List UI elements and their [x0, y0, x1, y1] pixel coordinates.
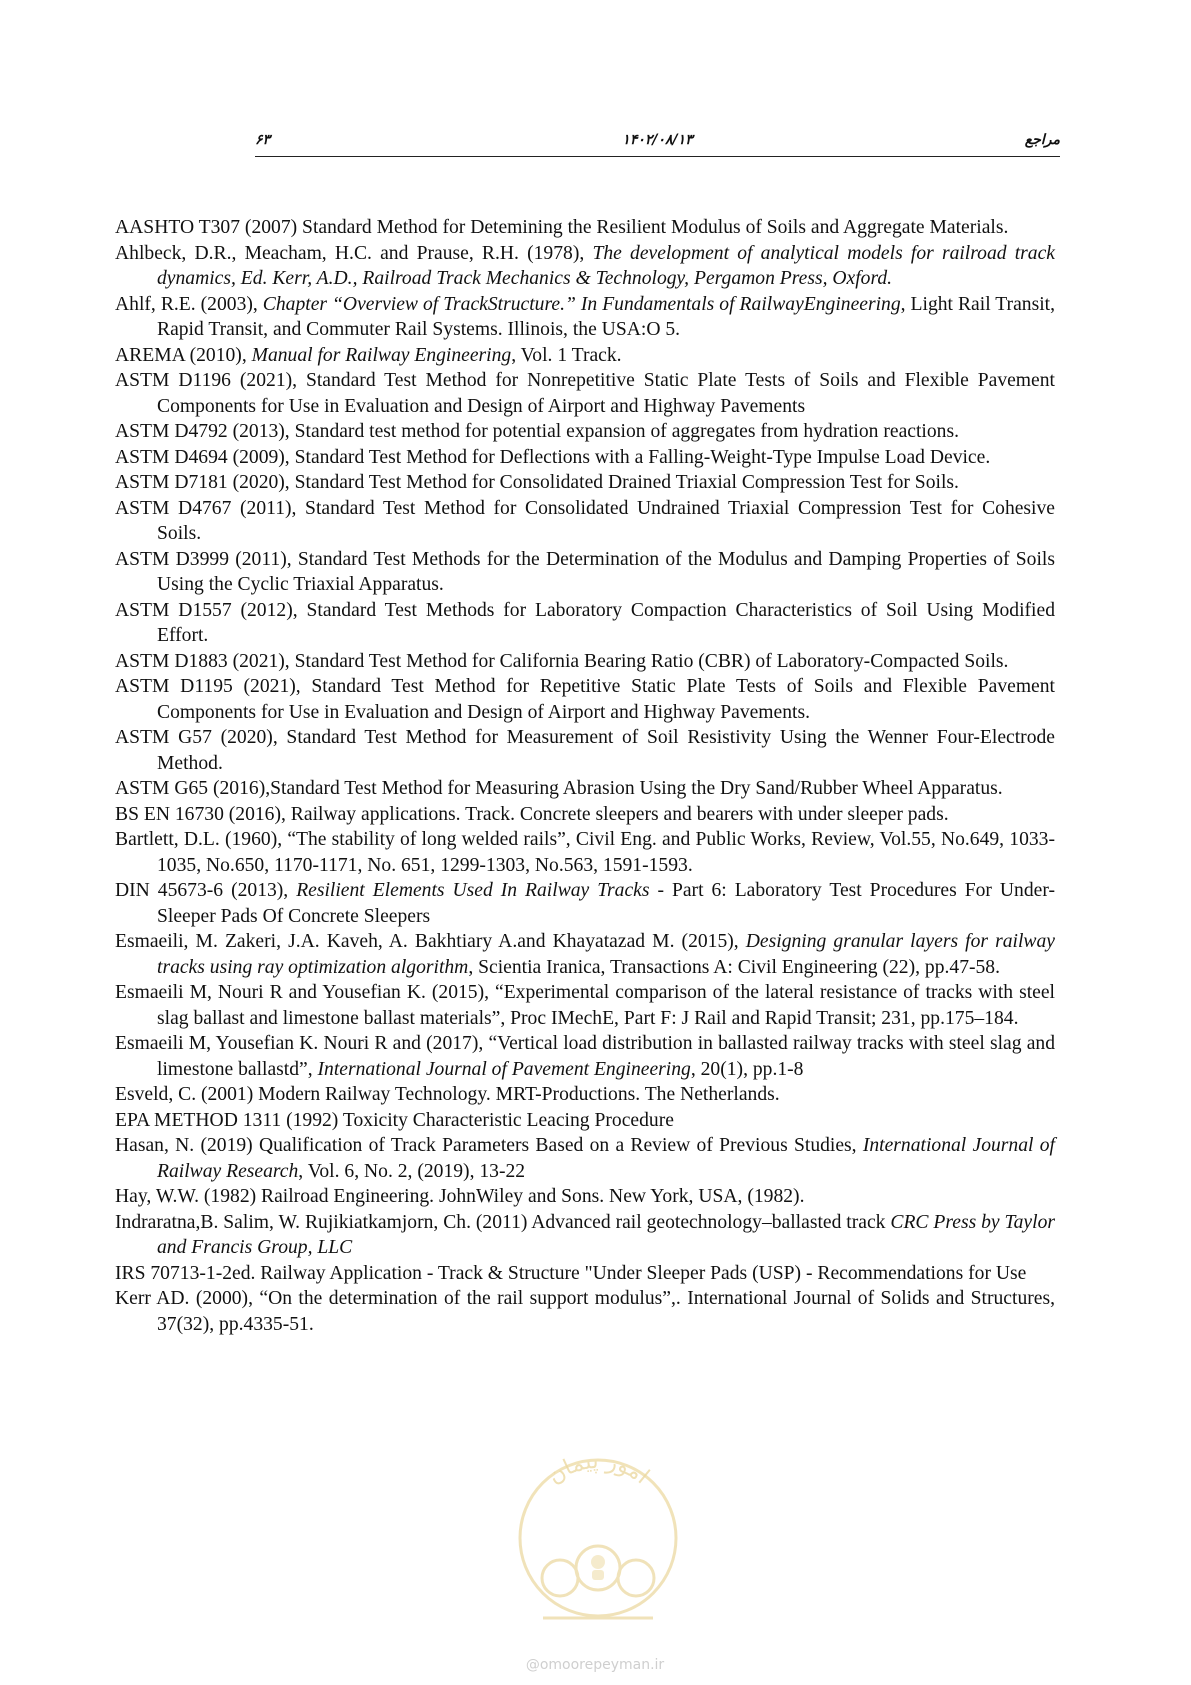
svg-text:امور پیمان	[543, 1449, 653, 1489]
reference-item	[115, 1031, 1055, 1082]
page-number: ۶۳	[255, 132, 271, 148]
reference-text: , Vol. 6, No. 2, (2019), 13-22	[298, 1160, 526, 1182]
reference-item	[115, 445, 1055, 471]
reference-italic-text: International Journal of Pavement Engineering	[317, 1058, 691, 1080]
reference-italic-text: The development of analytical models for railroad track dynamics, Ed. Kerr, A.D., Railroad Track Mechanics & Technology, Pergamon Press, Oxford.	[157, 242, 1055, 289]
reference-item	[115, 419, 1055, 445]
reference-text: - Part 6: Laboratory Test Procedures For Under-Sleeper Pads Of Concrete Sleepers	[157, 880, 1055, 927]
reference-text: , 20(1), pp.1-8	[690, 1058, 804, 1080]
reference-text: BS EN 16730 (2016), Railway applications. Track. Concrete sleepers and bearers with under sleeper pads.	[115, 803, 949, 825]
reference-text: ASTM D1195 (2021), Standard Test Method for Repetitive Static Plate Tests of Soils and Flexible Pavement Components for Use in Evaluation and Design of Airport and Highway Pavements.	[115, 676, 1055, 723]
reference-text: Esveld, C. (2001) Modern Railway Technology. MRT-Productions. The Netherlands.	[115, 1084, 780, 1105]
reference-text: ASTM D7181 (2020), Standard Test Method for Consolidated Drained Triaxial Compression Test for Soils.	[115, 472, 959, 493]
reference-text: Esmaeili M, Nouri R and Yousefian K. (2015), “Experimental comparison of the lateral resistance of tracks with steel slag ballast and limestone ballast materials”, Proc IMechE, Part F: J Rail and Rapid Transit; 231, pp.175–184.	[115, 982, 1055, 1029]
watermark-caption: @omoorepeyman.ir	[525, 1657, 665, 1673]
reference-text: Hay, W.W. (1982) Railroad Engineering. JohnWiley and Sons. New York, USA, (1982).	[115, 1186, 805, 1207]
reference-text: ASTM D1883 (2021), Standard Test Method for California Bearing Ratio (CBR) of Laboratory-Compacted Soils.	[115, 650, 1009, 672]
reference-italic-text: Resilient Elements Used In Railway Tracks	[296, 880, 650, 901]
reference-item	[115, 878, 1055, 929]
reference-text: ASTM D4767 (2011), Standard Test Method for Consolidated Undrained Triaxial Compression Test for Cohesive Soils.	[115, 497, 1055, 544]
reference-text: DIN 45673-6 (2013),	[115, 880, 297, 901]
reference-text: EPA METHOD 1311 (1992) Toxicity Characteristic Leacing Procedure	[115, 1109, 674, 1131]
reference-item	[115, 496, 1055, 547]
section-title: مراجع	[1024, 132, 1060, 148]
reference-text: AASHTO T307 (2007) Standard Method for Detemining the Resilient Modulus of Soils and Aggregate Materials.	[115, 217, 1009, 238]
reference-item	[115, 827, 1055, 878]
reference-text: ASTM D4694 (2009), Standard Test Method for Deflections with a Falling-Weight-Type Impulse Load Device.	[115, 446, 991, 468]
reference-item	[115, 598, 1055, 649]
reference-text: Esmaeili M, Yousefian K. Nouri R and (2017), “Vertical load distribution in ballasted railway tracks with steel slag and limestone ballastd”,	[115, 1033, 1055, 1080]
reference-text: ASTM D3999 (2011), Standard Test Methods for the Determination of the Modulus and Damping Properties of Soils Using the Cyclic Triaxial Apparatus.	[115, 548, 1055, 595]
reference-text: ASTM G65 (2016),Standard Test Method for Measuring Abrasion Using the Dry Sand/Rubber Wheel Apparatus.	[115, 778, 1003, 799]
reference-item	[115, 241, 1055, 292]
reference-item	[115, 1286, 1055, 1337]
reference-item	[115, 292, 1055, 343]
reference-list	[115, 215, 1055, 1337]
reference-item	[115, 1261, 1055, 1287]
reference-text: Kerr AD. (2000), “On the determination of the rail support modulus”,. International Journal of Solids and Structures, 37(32), pp.4335-51.	[115, 1288, 1055, 1335]
reference-text: Hasan, N. (2019) Qualification of Track Parameters Based on a Review of Previous Studies,	[115, 1135, 863, 1156]
reference-italic-text: Designing granular layers for railway tracks using ray optimization algorithm	[157, 931, 1055, 978]
reference-text: Ahlbeck, D.R., Meacham, H.C. and Prause, R.H. (1978),	[115, 242, 593, 264]
reference-text: ASTM D1557 (2012), Standard Test Methods for Laboratory Compaction Characteristics of Soil Using Modified Effort.	[115, 599, 1055, 646]
reference-text: , Vol. 1 Track.	[511, 344, 622, 366]
reference-text: ASTM G57 (2020), Standard Test Method for Measurement of Soil Resistivity Using the Wenner Four-Electrode Method.	[115, 727, 1055, 774]
reference-item	[115, 343, 1055, 369]
reference-text: , Light Rail Transit, Rapid Transit, and Commuter Rail Systems. Illinois, the USA:O 5.	[157, 293, 1055, 340]
reference-text: ASTM D4792 (2013), Standard test method for potential expansion of aggregates from hydration reactions.	[115, 421, 959, 442]
reference-item	[115, 980, 1055, 1031]
reference-item	[115, 674, 1055, 725]
reference-text: Ahlf, R.E. (2003),	[115, 293, 263, 315]
page-header	[255, 130, 1060, 157]
reference-item	[115, 649, 1055, 675]
reference-text: Bartlett, D.L. (1960), “The stability of long welded rails”, Civil Eng. and Public Works, Review, Vol.55, No.649, 1033-1035, No.650, 1170-1171, No. 651, 1299-1303, No.563, 1591-1593.	[115, 829, 1055, 876]
reference-text: IRS 70713-1-2ed. Railway Application - Track & Structure "Under Sleeper Pads (USP) - Recommendations for Use	[115, 1262, 1027, 1284]
reference-item	[115, 802, 1055, 828]
reference-item	[115, 368, 1055, 419]
reference-text: Indraratna,B. Salim, W. Rujikiatkamjorn, Ch. (2011) Advanced rail geotechnology–ballasted track	[115, 1211, 891, 1233]
reference-italic-text: International Journal of Railway Research	[157, 1135, 1055, 1182]
reference-item	[115, 1133, 1055, 1184]
reference-item	[115, 1184, 1055, 1210]
reference-text: Esmaeili, M. Zakeri, J.A. Kaveh, A. Bakhtiary A.and Khayatazad M. (2015),	[115, 931, 746, 952]
reference-item	[115, 470, 1055, 496]
reference-text: ASTM D1196 (2021), Standard Test Method for Nonrepetitive Static Plate Tests of Soils and Flexible Pavement Components for Use in Evaluation and Design of Airport and Highway Pavements	[115, 370, 1055, 417]
reference-text: , Scientia Iranica, Transactions A: Civil Engineering (22), pp.47-58.	[468, 956, 1001, 978]
reference-item	[115, 1108, 1055, 1134]
reference-item	[115, 1210, 1055, 1261]
watermark-arc-text: امور پیمان	[543, 1448, 654, 1490]
reference-italic-text: Manual for Railway Engineering	[251, 344, 512, 366]
reference-item	[115, 776, 1055, 802]
reference-item	[115, 725, 1055, 776]
reference-item	[115, 215, 1055, 241]
header-date: ۱۴۰۲/۰۸/۱۳	[622, 132, 693, 148]
reference-item	[115, 929, 1055, 980]
reference-italic-text: Chapter “Overview of TrackStructure.” In Fundamentals of RailwayEngineering	[262, 293, 901, 315]
reference-item	[115, 547, 1055, 598]
reference-text: AREMA (2010),	[115, 344, 252, 366]
watermark-logo	[498, 1428, 698, 1628]
reference-item	[115, 1082, 1055, 1108]
reference-italic-text: CRC Press by Taylor and Francis Group, LLC	[157, 1211, 1055, 1258]
